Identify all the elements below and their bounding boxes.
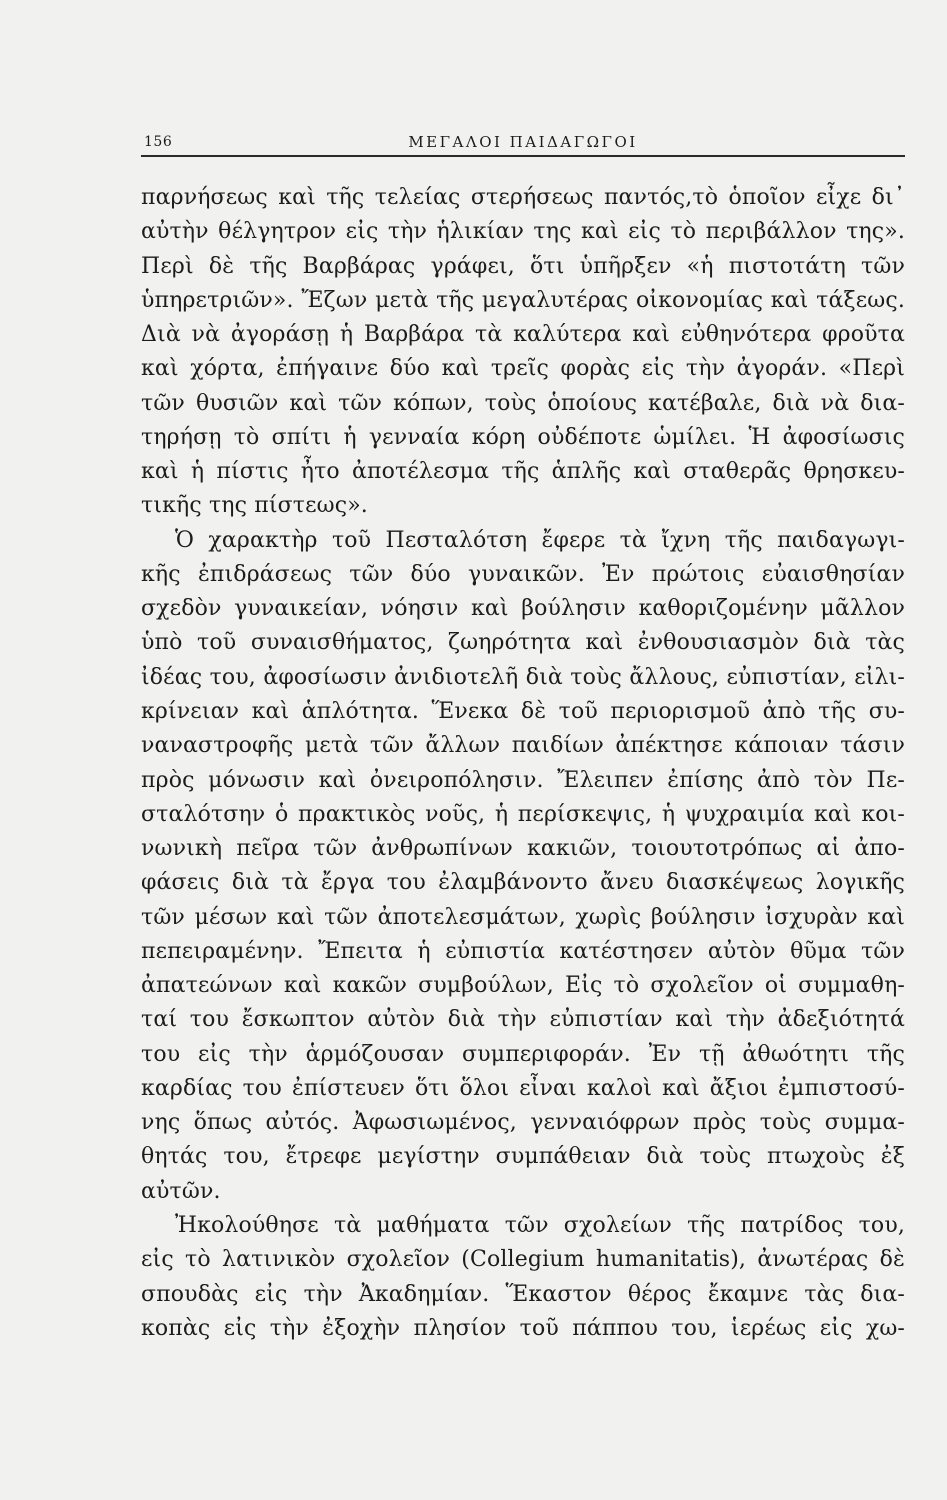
text-line: τῶν μέσων καὶ τῶν ἀποτελεσμάτων, χωρὶς βούλησιν ἰσχυρὰν καὶ <box>141 904 905 930</box>
paragraph-start-line: Ὁ χαρακτὴρ τοῦ Πεσταλότση ἔφερε τὰ ἴχνη τῆς παιδαγωγι- <box>175 527 905 553</box>
text-line: Περὶ δὲ τῆς Βαρβάρας γράφει, ὅτι ὑπῆρξεν «ἡ πιστοτάτη τῶν <box>141 253 905 279</box>
text-line: κρίνειαν καὶ ἁπλότητα. Ἕνεκα δὲ τοῦ περιορισμοῦ ἀπὸ τῆς συ- <box>141 698 905 724</box>
text-line: Διὰ νὰ ἀγοράσῃ ἡ Βαρβάρα τὰ καλύτερα καὶ εὐθηνότερα φροῦτα <box>141 322 905 348</box>
text-line: τηρήσῃ τὸ σπίτι ἡ γενναία κόρη οὐδέποτε ὡμίλει. Ἡ ἀφοσίωσις <box>141 424 905 450</box>
text-line: ὑπηρετριῶν». Ἔζων μετὰ τῆς μεγαλυτέρας οἰκονομίας καὶ τάξεως. <box>141 287 905 313</box>
text-line: τικῆς της πίστεως». <box>141 493 368 519</box>
text-line: νωνικὴ πεῖρα τῶν ἀνθρωπίνων κακιῶν, τοιουτοτρόπως αἱ ἀπο- <box>141 836 905 862</box>
text-line: πρὸς μόνωσιν καὶ ὀνειροπόλησιν. Ἔλειπεν ἐπίσης ἀπὸ τὸν Πε- <box>141 767 905 793</box>
text-line: ὑπὸ τοῦ συναισθήματος, ζωηρότητα καὶ ἐνθουσιασμὸν διὰ τὰς <box>141 630 905 656</box>
text-line: κῆς ἐπιδράσεως τῶν δύο γυναικῶν. Ἐν πρώτοις εὐαισθησίαν <box>141 561 905 587</box>
text-line: παρνήσεως καὶ τῆς τελείας στερήσεως παντός,τὸ ὁποῖον εἶχε δι᾽ <box>141 185 905 210</box>
text-line: του εἰς τὴν ἁρμόζουσαν συμπεριφοράν. Ἐν τῇ ἀθωότητι τῆς <box>141 1041 905 1067</box>
paragraph-start-line: Ἠκολούθησε τὰ μαθήματα τῶν σχολείων τῆς πατρίδος του, <box>175 1212 905 1238</box>
text-line: νης ὅπως αὐτός. Ἀφωσιωμένος, γενναιόφρων πρὸς τοὺς συμμα- <box>141 1110 905 1136</box>
page-header <box>141 129 905 157</box>
text-line: καρδίας του ἐπίστευεν ὅτι ὅλοι εἶναι καλοὶ καὶ ἄξιοι ἐμπιστοσύ- <box>141 1075 905 1101</box>
text-line: ταί του ἔσκωπτον αὐτὸν διὰ τὴν εὐπιστίαν καὶ τὴν ἀδεξιότητά <box>141 1007 905 1033</box>
body-text <box>141 181 905 1346</box>
text-line: ἰδέας του, ἀφοσίωσιν ἀνιδιοτελῆ διὰ τοὺς ἄλλους, εὐπιστίαν, εἰλι- <box>141 664 905 690</box>
text-line: εἰς τὸ λατινικὸν σχολεῖον (Collegium humanitatis), ἀνωτέρας δὲ <box>141 1247 905 1273</box>
text-line: κοπὰς εἰς τὴν ἐξοχὴν πλησίον τοῦ πάππου του, ἱερέως εἰς χω- <box>141 1315 905 1341</box>
text-line: ναναστροφῆς μετὰ τῶν ἄλλων παιδίων ἀπέκτησε κάποιαν τάσιν <box>141 733 905 759</box>
text-line: αὐτῶν. <box>141 1178 221 1204</box>
text-line: αὐτὴν θέλγητρον εἰς τὴν ἡλικίαν της καὶ εἰς τὸ περιβάλλον της». <box>141 219 905 245</box>
text-line: πεπειραμένην. Ἔπειτα ἡ εὐπιστία κατέστησεν αὐτὸν θῦμα τῶν <box>141 938 905 964</box>
page-number: 156 <box>144 134 173 150</box>
text-line: θητάς του, ἔτρεφε μεγίστην συμπάθειαν διὰ τοὺς πτωχοὺς ἐξ <box>141 1144 905 1170</box>
text-line: καὶ χόρτα, ἐπήγαινε δύο καὶ τρεῖς φορὰς εἰς τὴν ἀγοράν. «Περὶ <box>141 356 905 382</box>
text-line: σταλότσην ὁ πρακτικὸς νοῦς, ἡ περίσκεψις, ἡ ψυχραιμία καὶ κοι- <box>141 801 905 827</box>
text-line: σχεδὸν γυναικείαν, νόησιν καὶ βούλησιν καθοριζομένην μᾶλλον <box>141 596 905 622</box>
text-line: καὶ ἡ πίστις ἦτο ἀποτέλεσμα τῆς ἁπλῆς καὶ σταθερᾶς θρησκευ- <box>141 459 905 485</box>
text-line: φάσεις διὰ τὰ ἔργα του ἐλαμβάνοντο ἄνευ διασκέψεως λογικῆς <box>141 870 905 896</box>
running-title: ΜΕΓΑΛΟΙ ΠΑΙΔΑΓΩΓΟΙ <box>408 133 638 151</box>
text-line: τῶν θυσιῶν καὶ τῶν κόπων, τοὺς ὁποίους κατέβαλε, διὰ νὰ δια- <box>141 390 905 416</box>
text-line: ἀπατεώνων καὶ κακῶν συμβούλων, Εἰς τὸ σχολεῖον οἱ συμμαθη- <box>141 973 905 999</box>
text-line: σπουδὰς εἰς τὴν Ἀκαδημίαν. Ἕκαστον θέρος ἔκαμνε τὰς δια- <box>141 1281 905 1307</box>
